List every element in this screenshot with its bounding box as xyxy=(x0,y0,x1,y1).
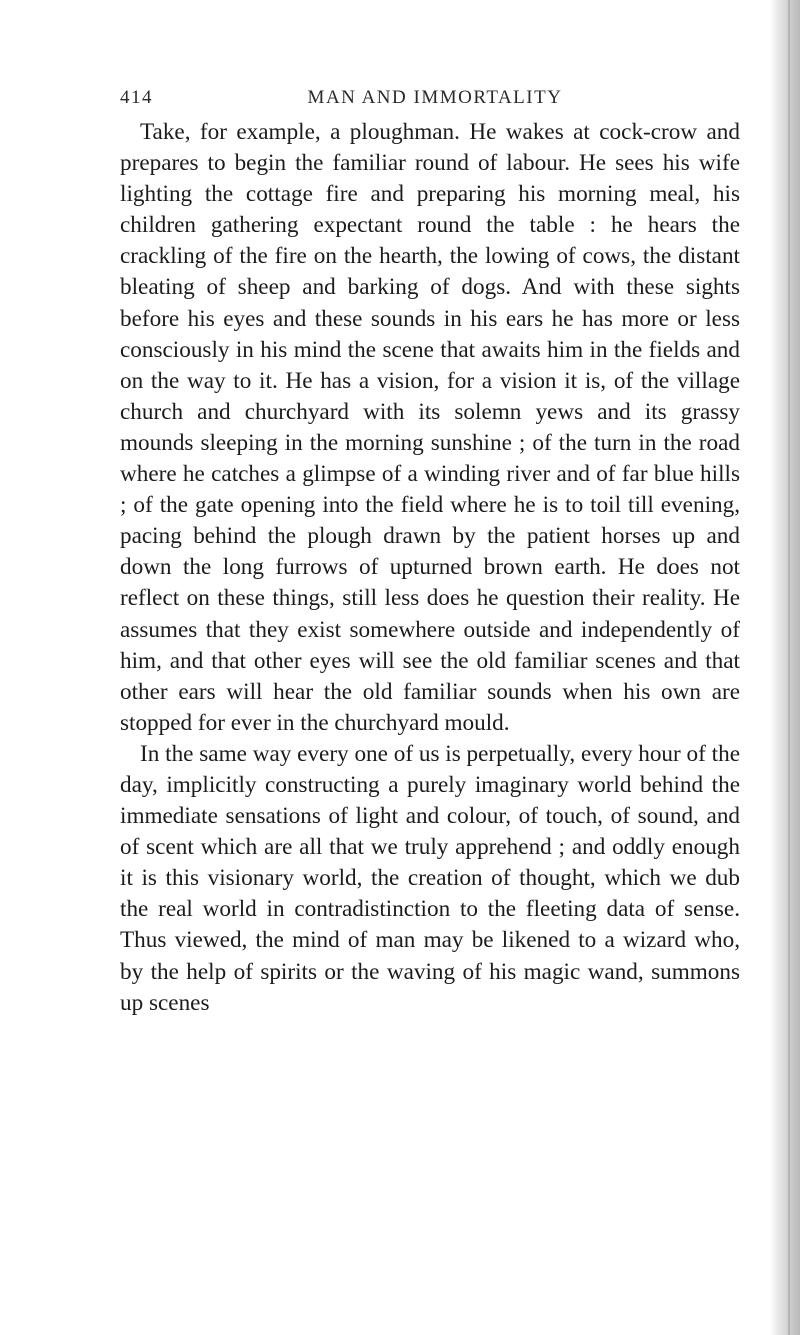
running-head-title: MAN AND IMMORTALITY xyxy=(307,87,563,108)
page-gutter-line xyxy=(788,0,790,1335)
page-gutter-shadow xyxy=(770,0,800,1335)
page-number: 414 xyxy=(120,87,153,108)
body-text xyxy=(120,117,740,1019)
paragraph-imaginary-world: In the same way every one of us is perpetually, every hour of the day, implicitly constructing a purely imaginary world behind the immediate sensations of light and colour, of touch, of sound, and of scent which are all that we truly apprehend ; and oddly enough it is this visionary world, the creation of thought, which we dub the real world in contradistinction to the fleeting data of sense. Thus viewed, the mind of man may be likened to a wizard who, by the help of spirits or the waving of his magic wand, summons up scenes xyxy=(120,740,740,1016)
running-head xyxy=(120,87,740,117)
paragraph-ploughman: Take, for example, a ploughman. He wakes at cock-crow and prepares to begin the familiar round of labour. He sees his wife lighting the cottage fire and preparing his morning meal, his children gathering expectant round the table : he hears the crackling of the fire on the hearth, the lowing of cows, the distant bleating of sheep and barking of dogs. And with these sights before his eyes and these sounds in his ears he has more or less consciously in his mind the scene that awaits him in the fields and on the way to it. He has a vision, for a vision it is, of the village church and churchyard with its solemn yews and its grassy mounds sleeping in the morning sunshine ; of the turn in the road where he catches a glimpse of a winding river and of far blue hills ; of the gate opening into the field where he is to toil till evening, pacing behind the plough drawn by the patient horses up and down the long furrows of upturned brown earth. He does not reflect on these things, still less does he question their reality. He assumes that they exist somewhere outside and independently of him, and that other eyes will see the old familiar scenes and that other ears will hear the old familiar sounds when his own are stopped for ever in the churchyard mould. xyxy=(120,119,740,736)
